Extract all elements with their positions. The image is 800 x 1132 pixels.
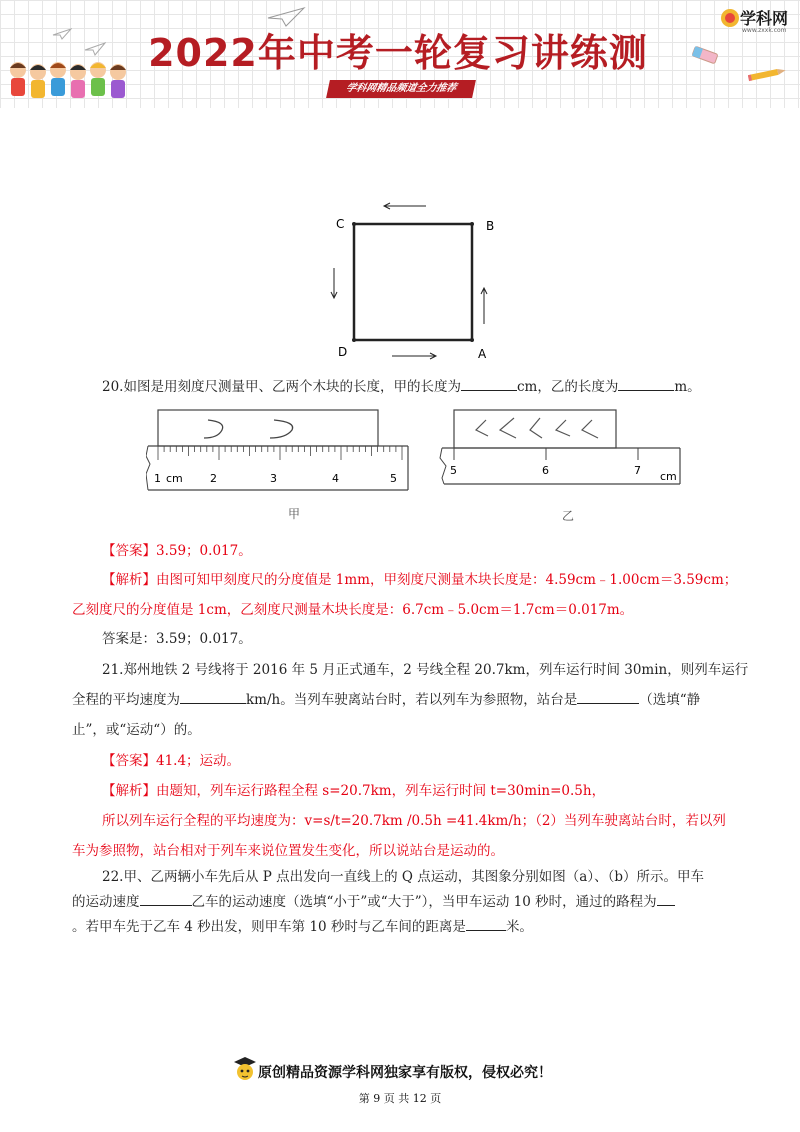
children-illustration [6,58,136,104]
q21-answer-text: 41.4；运动。 [156,753,241,769]
q21-analysis-line-2: 所以列车运行全程的平均速度为：v=s/t=20.7km /0.5h =41.4km/h；（2）当列车驶离站台时，若以列 [102,813,726,829]
q21-analysis-tag: 【解析】 [102,783,156,799]
q22-line-1: 22.甲、乙两辆小车先后从 P 点出发向一直线上的 Q 点运动，其图象分别如图（a）、（b）所示。甲车 [102,869,704,885]
q20-unit-1: cm，乙的长度为 [516,379,619,395]
logo-text: 学科网 [740,9,789,28]
footer-copyright: 原创精品资源学科网独家享有版权，侵权必究！ [258,1065,552,1081]
q21-line-3: 止”，或“运动“）的。 [72,722,201,738]
rulers-figure [146,406,686,532]
arrow-right-icon [392,353,436,359]
q20-answer [102,542,252,560]
q21-answer-tag: 【答案】 [102,753,156,769]
q22-text-3b: 米。 [505,919,533,935]
banner-title: 2022年中考一轮复习讲练测 [148,31,648,75]
q21-analysis-line-1 [102,782,605,800]
q22-text-2a: 的运动速度 [72,894,140,910]
q22-blank-3[interactable] [466,918,506,931]
q22-text-3a: 。若甲车先于乙车 4 秒出发，则甲车第 10 秒时与乙车间的距离是 [72,919,466,935]
q22-text-2b: 乙车的运动速度（选填“小于”或“大于”），当甲车运动 10 秒时，通过的路程为 [191,894,657,910]
q20-question [102,378,701,396]
q20-analysis-text-1: 由图可知甲刻度尺的分度值是 1mm，甲刻度尺测量木块长度是：4.59cm﹣1.00cm＝3.59cm； [156,572,738,588]
q22-blank-1[interactable] [140,893,192,906]
q21-answer [102,752,240,770]
vertex-label-d: D [338,345,348,359]
eraser-icon [690,44,720,66]
q21-text-2c: （选填“静 [639,692,701,708]
vertex-label-a: A [478,347,487,361]
q21-blank-1[interactable] [180,691,246,704]
ruler-yi-label-7: 7 [634,464,641,477]
q20-blank-1[interactable] [461,378,517,391]
q21-analysis-text-1: 由题知，列车运行路程全程 s=20.7km，列车运行时间 t=30min=0.5h， [156,783,606,799]
header-banner [0,0,800,108]
square-path-figure [320,198,500,366]
paper-plane-icon [84,42,106,56]
q21-text-2b: km/h。当列车驶离站台时，若以列车为参照物，站台是 [246,692,578,708]
q21-blank-2[interactable] [577,691,639,704]
q20-text: 20.如图是用刻度尺测量甲、乙两个木块的长度，甲的长度为 [102,379,461,395]
q21-line-2 [72,691,700,709]
paper-plane-icon [52,28,72,40]
q22-blank-2[interactable] [657,893,675,906]
ruler-yi-unit: cm [660,470,677,483]
ruler-jia-unit: cm [166,472,183,485]
logo-url: www.zxxk.com [742,27,787,34]
ruler-jia-label-5: 5 [390,472,397,485]
pencil-icon [748,66,788,82]
ruler-jia-label-1: 1 [154,472,161,485]
ruler-jia-label-3: 3 [270,472,277,485]
arrow-down-icon [331,268,337,298]
q20-analysis-tag: 【解析】 [102,572,156,588]
q20-answer-tag: 【答案】 [102,543,156,559]
ruler-yi-label-6: 6 [542,464,549,477]
arrow-left-icon [384,203,426,209]
q21-analysis-line-3: 车为参照物，站台相对于列车来说位置发生变化，所以说站台是运动的。 [72,843,504,859]
ruler-jia-label-2: 2 [210,472,217,485]
vertex-label-b: B [486,219,495,233]
ruler-yi-caption: 乙 [562,509,575,523]
q20-analysis-line-2: 乙刻度尺的分度值是 1cm，乙刻度尺测量木块长度是：6.7cm﹣5.0cm＝1.7cm＝0.017m。 [72,602,634,618]
page-number: 第 9 页 共 12 页 [358,1092,442,1105]
q20-unit-2: m。 [674,379,701,395]
q21-line-1: 21.郑州地铁 2 号线将于 2016 年 5 月正式通车，2 号线全程 20.7km，列车运行时间 30min，则列车运行 [102,662,749,678]
q20-answer-text: 3.59；0.017。 [156,543,252,559]
ruler-yi [440,410,680,523]
q22-line-2 [72,893,675,911]
q20-analysis-line-1 [102,571,737,589]
ruler-jia-caption: 甲 [288,507,301,521]
vertex-label-c: C [336,217,345,231]
q22-line-3 [72,918,533,936]
q20-final-answer: 答案是：3.59；0.017。 [102,631,252,647]
ruler-jia-label-4: 4 [332,472,339,485]
scholar-mascot-icon [232,1054,258,1084]
q20-blank-2[interactable] [618,378,674,391]
q21-text-2a: 全程的平均速度为 [72,692,180,708]
ruler-yi-label-5: 5 [450,464,457,477]
banner-subtitle: 学科网精品频道全力推荐 [326,80,476,98]
ruler-jia [146,410,408,521]
arrow-up-icon [481,288,487,324]
